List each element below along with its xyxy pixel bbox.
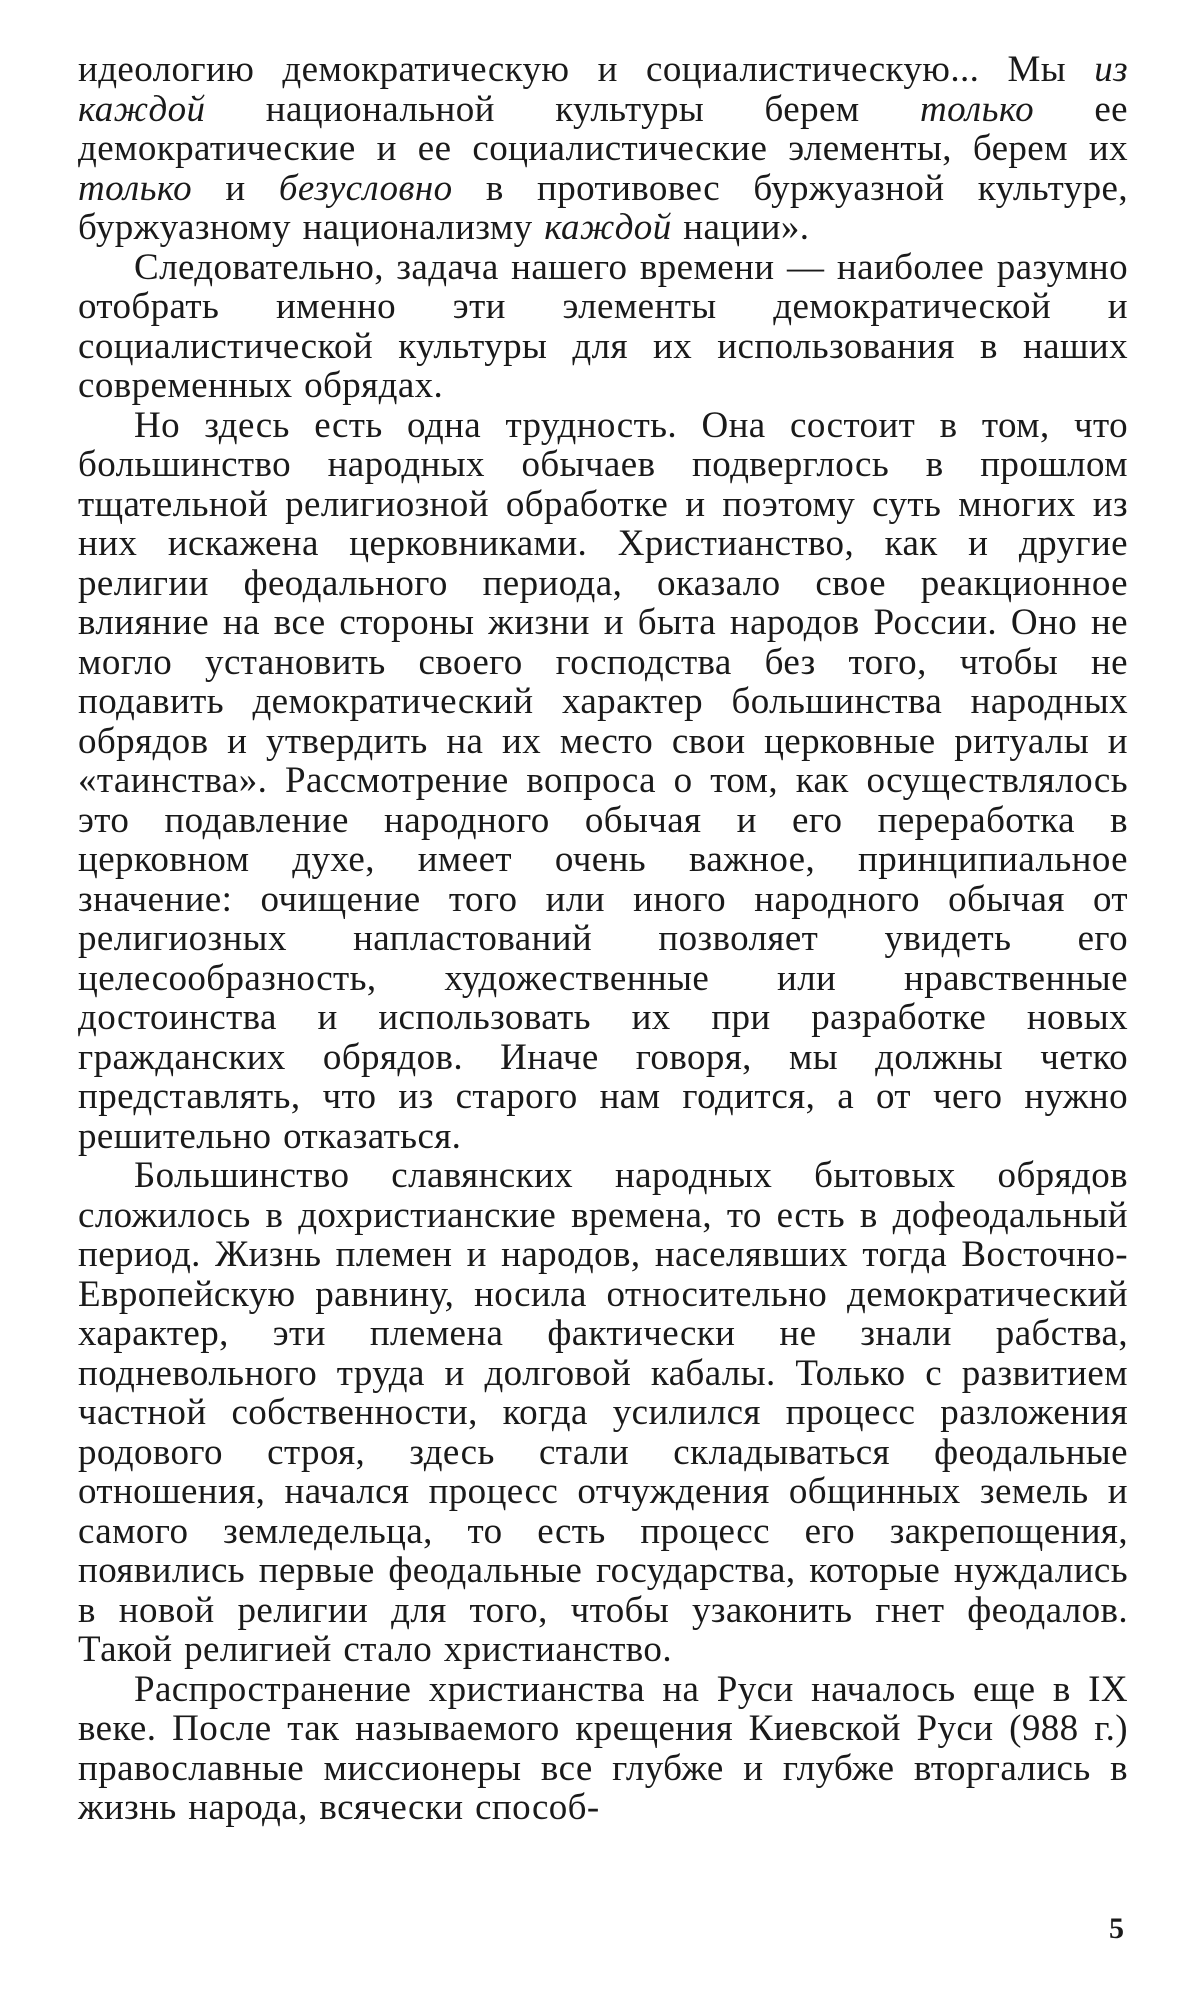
page-number: 5 — [1109, 1912, 1124, 1945]
text-run: идеологию демократическую и социалистическую... Мы — [78, 49, 1095, 90]
paragraph-5 — [78, 1670, 1128, 1828]
paragraph-3 — [78, 406, 1128, 1157]
text-run: национальной культуры берем — [205, 88, 920, 130]
italic-run: из каждой — [78, 49, 1128, 130]
paragraph-1 — [78, 50, 1128, 248]
paragraph-2 — [78, 248, 1128, 406]
text-run: ее демократические и ее социалистические элементы, берем их — [78, 88, 1129, 169]
text-run: нации». — [671, 207, 810, 248]
italic-run: только — [78, 167, 193, 209]
italic-run: каждой — [544, 207, 672, 248]
italic-run: только — [919, 88, 1035, 130]
text-run: и — [192, 167, 279, 209]
italic-run: безусловно — [278, 167, 453, 209]
text-run: Распространение христианства на Руси началось еще в IX веке. После так называемого крещения Киевской Руси (988 г.) православные миссионеры все глубже и глубже вторгались в жизнь народа, всячески способ- — [78, 1668, 1128, 1828]
page-body — [78, 50, 1128, 1828]
paragraph-4 — [78, 1156, 1128, 1670]
text-run: Следовательно, задача нашего времени — наиболее разумно отобрать именно эти элементы демократической и социалистической культуры для их использования в наших современных обрядах. — [78, 246, 1128, 406]
text-run: Но здесь есть одна трудность. Она состоит в том, что большинство народных обычаев подверглось в прошлом тщательной религиозной обработке и поэтому суть многих из них искажена церковниками. Христианство, как и другие религии феодального периода, оказало свое реакционное влияние на все стороны жизни и быта народов России. Оно не могло установить своего господства без того, чтобы не подавить демократический характер большинства народных обрядов и утвердить на их место свои церковные ритуалы и «таинства». Рассмотрение вопроса о том, как осуществлялось это подавление народного обычая и его переработка в церковном духе, имеет очень важное, принципиальное значение: очищение того или иного народного обычая от религиозных напластований позволяет увидеть его целесообразность, художественные или нравственные достоинства и использовать их при разработке новых гражданских обрядов. Иначе говоря, мы должны четко представлять, что из старого нам годится, а от чего нужно решительно отказаться. — [78, 404, 1128, 1157]
text-run: Большинство славянских народных бытовых обрядов сложилось в дохристианские времена, то есть в дофеодальный период. Жизнь племен и народов, населявших тогда Восточно-Европейскую равнину, носила относительно демократический характер, эти племена фактически не знали рабства, подневольного труда и долговой кабалы. Только с развитием частной собственности, когда усилился процесс разложения родового строя, здесь стали складываться феодальные отношения, начался процесс отчуждения общинных земель и самого земледельца, то есть процесс его закрепощения, появились первые феодальные государства, которые нуждались в новой религии для того, чтобы узаконить гнет феодалов. Такой религией стало христианство. — [78, 1155, 1128, 1670]
text-run: в противовес буржуазной культуре, буржуазному национализму — [78, 167, 1128, 248]
